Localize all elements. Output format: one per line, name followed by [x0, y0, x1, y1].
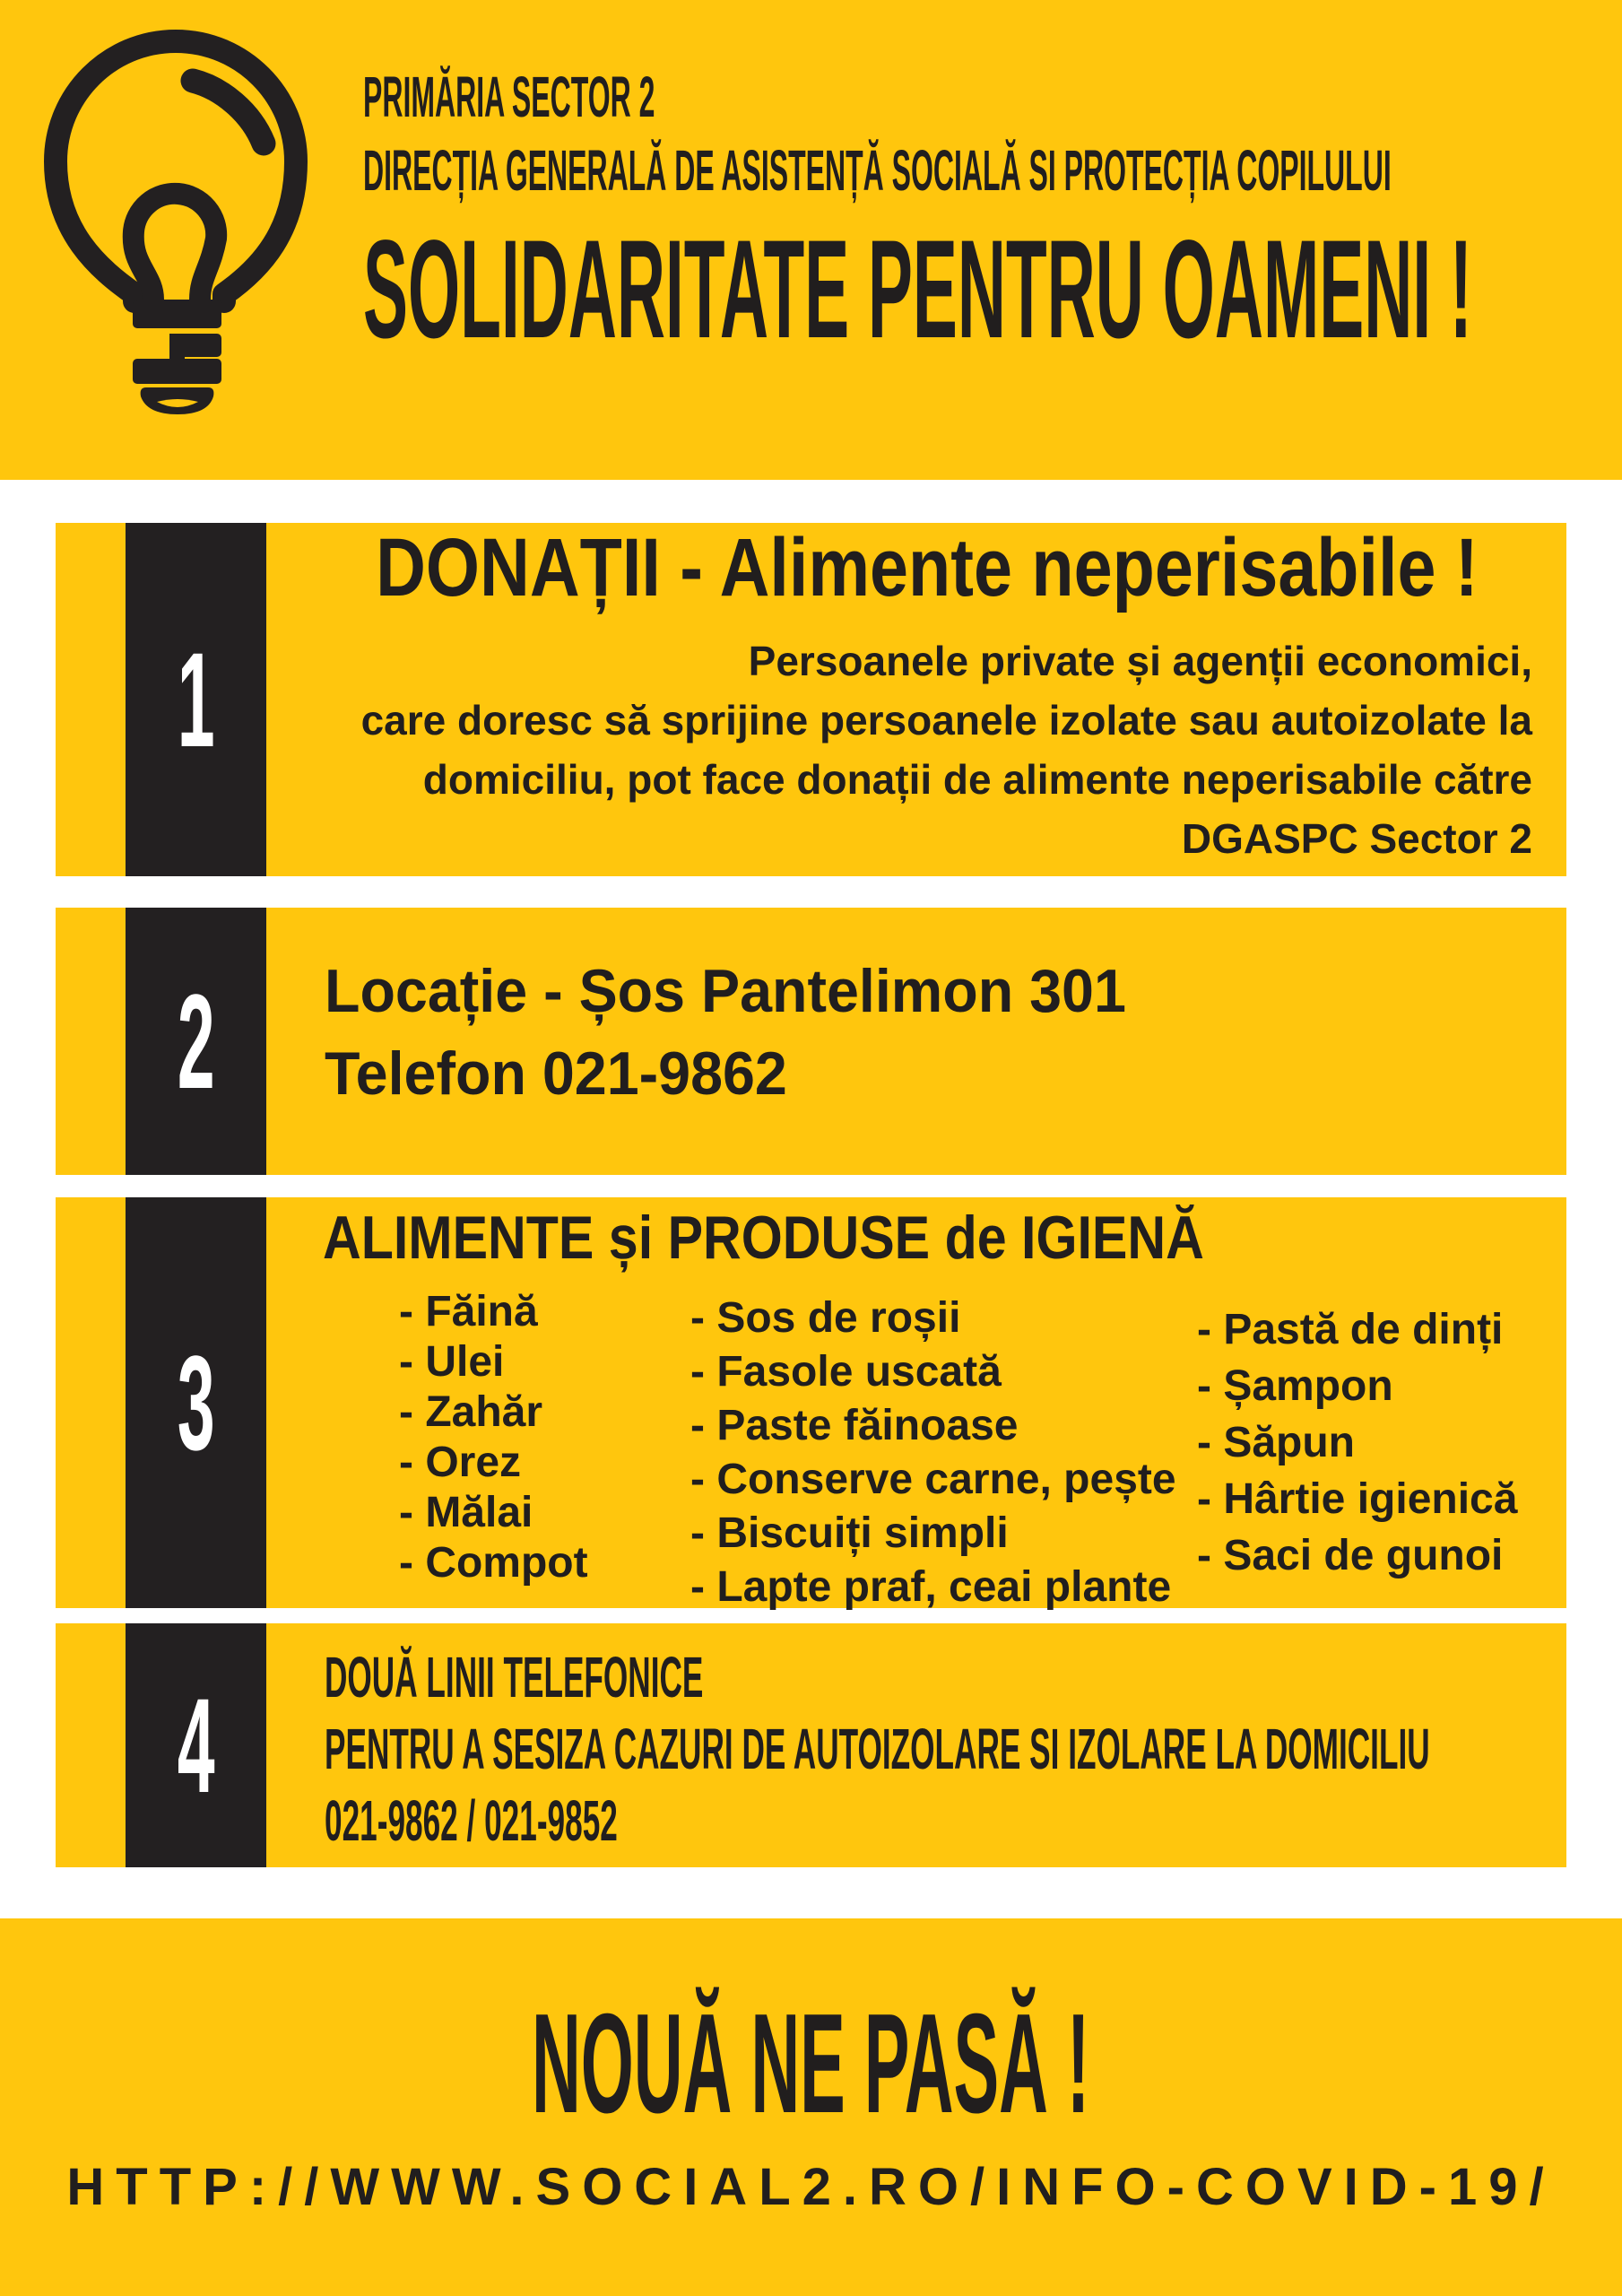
footer-slogan-text: NOUĂ NE PASĂ !: [532, 1985, 1090, 2143]
list-item: 021-9862 / 021-9852: [325, 1788, 618, 1853]
section-4-panel: [56, 1623, 1566, 1867]
list-item: - Fasole uscată: [690, 1348, 1002, 1396]
header-band: [0, 0, 1622, 480]
items-column-2: [690, 1292, 1176, 1614]
section-number: 1: [177, 624, 215, 775]
section-3-number-bar: [126, 1197, 266, 1608]
section-1-paragraph: [266, 631, 1532, 868]
list-item: Telefon 021-9862: [325, 1039, 787, 1108]
section-4-phone-lines: [325, 1641, 1622, 1857]
section-number: 2: [177, 966, 215, 1117]
list-item: care doresc să sprijine persoanele izolate sau autoizolate la: [360, 697, 1532, 744]
list-item: - Compot: [399, 1539, 588, 1587]
section-4-number-bar: [126, 1623, 266, 1867]
section-2-number-bar: [126, 908, 266, 1175]
list-item: - Mălai: [399, 1489, 533, 1536]
list-item: Persoanele private și agenții economici,: [748, 638, 1532, 684]
list-item: - Lapte praf, ceai plante: [690, 1563, 1172, 1611]
section-3-panel: [56, 1197, 1566, 1611]
list-item: DOUĂ LINII TELEFONICE: [325, 1645, 704, 1709]
list-item: - Paste făinoase: [690, 1402, 1019, 1449]
footer-url: HTTP://WWW.SOCIAL2.RO/INFO-COVID-19/: [66, 2158, 1556, 2216]
list-item: - Șampon: [1197, 1362, 1393, 1410]
section-number: 4: [177, 1670, 215, 1821]
footer-band: [0, 1918, 1622, 2296]
section-2-address-lines: [325, 950, 1168, 1115]
list-item: - Hârtie igienică: [1197, 1475, 1518, 1523]
list-item: PENTRU A SESIZA CAZURI DE AUTOIZOLARE SI IZOLARE LA DOMICILIU: [325, 1717, 1430, 1781]
list-item: Locație - Șos Pantelimon 301: [325, 957, 1126, 1025]
list-item: - Sos de roșii: [690, 1294, 961, 1342]
list-item: domiciliu, pot face donații de alimente neperisabile către: [422, 756, 1532, 803]
list-item: - Pastă de dinți: [1197, 1306, 1504, 1353]
section-number: 3: [177, 1327, 215, 1478]
list-item: - Orez: [399, 1439, 522, 1486]
poster-main-title: SOLIDARITATE PENTRU OAMENI !: [363, 212, 1472, 368]
section-1-panel: [56, 523, 1566, 876]
org-line-1: PRIMĂRIA SECTOR 2: [363, 65, 655, 129]
list-item: - Ulei: [399, 1338, 505, 1386]
lightbulb-icon: [36, 25, 345, 456]
items-column-1: [399, 1287, 588, 1588]
section-3-title: ALIMENTE și PRODUSE de IGIENĂ: [323, 1204, 1204, 1272]
section-1-title-text: DONAȚII - Alimente neperisabile !: [376, 522, 1479, 613]
footer-slogan: [0, 1985, 1622, 2143]
section-1-title: [271, 522, 1540, 613]
items-column-3: [1197, 1301, 1517, 1584]
list-item: - Săpun: [1197, 1419, 1355, 1466]
section-1-number-bar: [126, 523, 266, 876]
list-item: - Conserve carne, pește: [690, 1456, 1176, 1503]
list-item: DGASPC Sector 2: [1181, 815, 1532, 862]
section-2-panel: [56, 908, 1566, 1175]
org-line-2: DIRECȚIA GENERALĂ DE ASISTENȚĂ SOCIALĂ SI PROTECȚIA COPILULUI: [363, 138, 1392, 203]
list-item: - Zahăr: [399, 1388, 543, 1436]
list-item: - Biscuiți simpli: [690, 1509, 1009, 1557]
list-item: - Făină: [399, 1288, 538, 1335]
list-item: - Saci de gunoi: [1197, 1532, 1504, 1579]
header-organization: [363, 60, 1622, 207]
